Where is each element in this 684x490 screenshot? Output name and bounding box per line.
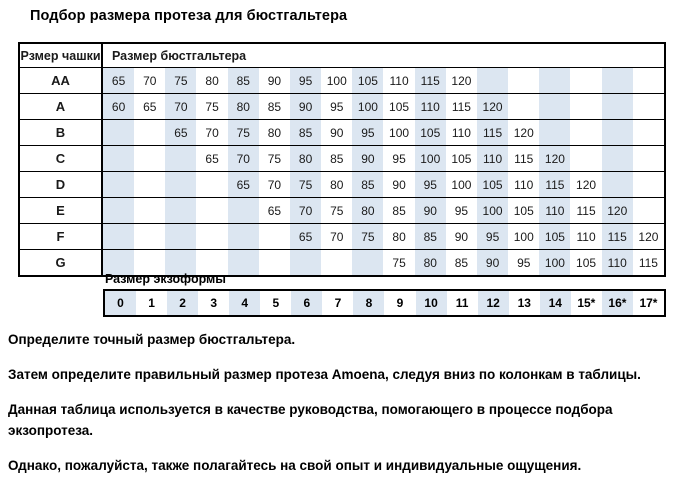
size-cell bbox=[570, 146, 601, 171]
exoform-size-cell: 6 bbox=[291, 291, 322, 315]
size-cell bbox=[633, 146, 664, 171]
exoform-size-cell: 3 bbox=[210, 296, 218, 310]
size-cell bbox=[196, 198, 227, 223]
size-cell bbox=[103, 198, 134, 223]
size-cell: 75 bbox=[330, 203, 344, 218]
size-cell: 90 bbox=[392, 177, 406, 192]
size-cell: 60 bbox=[103, 94, 134, 119]
size-cell: 105 bbox=[539, 224, 570, 249]
size-cell: 115 bbox=[477, 120, 508, 145]
size-cell bbox=[103, 224, 134, 249]
size-cell: 70 bbox=[228, 146, 259, 171]
size-cell: 90 bbox=[330, 125, 344, 140]
size-cell bbox=[165, 172, 196, 197]
size-cell bbox=[134, 146, 165, 171]
size-cell: 85 bbox=[392, 203, 406, 218]
size-cell: 90 bbox=[415, 198, 446, 223]
table-header-row bbox=[20, 44, 664, 67]
size-cell: 75 bbox=[290, 172, 321, 197]
exoform-size-cell: 15* bbox=[577, 296, 596, 310]
size-cell bbox=[103, 120, 134, 145]
exoform-size-cell: 12 bbox=[478, 291, 509, 315]
size-cell: 95 bbox=[330, 99, 344, 114]
size-cell bbox=[539, 94, 570, 119]
size-cell: 115 bbox=[539, 172, 570, 197]
cup-size-label: F bbox=[20, 224, 103, 249]
size-cell: 70 bbox=[290, 198, 321, 223]
cup-size-label: G bbox=[20, 250, 103, 275]
size-cell: 120 bbox=[477, 94, 508, 119]
size-cell bbox=[134, 120, 165, 145]
size-cell bbox=[134, 198, 165, 223]
size-cell bbox=[228, 250, 259, 275]
size-cell: 65 bbox=[205, 151, 219, 166]
cup-size-label: B bbox=[20, 120, 103, 145]
size-cell bbox=[134, 172, 165, 197]
size-cell: 85 bbox=[267, 99, 282, 114]
size-cell: 75 bbox=[267, 151, 282, 166]
size-cell: 65 bbox=[165, 120, 196, 145]
size-cell bbox=[633, 198, 664, 223]
size-cell: 65 bbox=[267, 203, 282, 218]
size-cell: 95 bbox=[517, 255, 531, 270]
size-cell bbox=[103, 172, 134, 197]
size-cell bbox=[165, 224, 196, 249]
size-cell: 120 bbox=[638, 229, 659, 244]
cup-size-header: Рзмер чашки bbox=[20, 44, 103, 67]
size-cell: 100 bbox=[513, 229, 534, 244]
size-cell: 90 bbox=[477, 250, 508, 275]
cup-size-label: C bbox=[20, 146, 103, 171]
size-cell bbox=[633, 94, 664, 119]
size-cell: 80 bbox=[352, 198, 383, 223]
size-cell bbox=[196, 172, 227, 197]
size-cell: 105 bbox=[477, 172, 508, 197]
size-cell: 65 bbox=[103, 68, 134, 93]
size-cell: 120 bbox=[451, 73, 472, 88]
size-cell: 80 bbox=[228, 94, 259, 119]
size-cell: 65 bbox=[143, 99, 157, 114]
table-row-E bbox=[20, 197, 664, 223]
size-cell: 80 bbox=[205, 73, 219, 88]
size-cell: 80 bbox=[330, 177, 344, 192]
size-cell: 105 bbox=[576, 255, 597, 270]
cup-size-label: D bbox=[20, 172, 103, 197]
size-cell: 110 bbox=[514, 177, 534, 192]
size-cell bbox=[602, 94, 633, 119]
size-cell: 90 bbox=[454, 229, 469, 244]
size-cell: 115 bbox=[576, 203, 596, 218]
size-cell: 80 bbox=[290, 146, 321, 171]
exoform-size-cell: 1 bbox=[148, 296, 155, 310]
note-paragraph: Затем определите правильный размер протеза Amoena, следуя вниз по колонкам в таблицы. bbox=[8, 367, 641, 382]
size-cell bbox=[165, 146, 196, 171]
exoform-size-cell: 16* bbox=[602, 291, 633, 315]
size-cell: 100 bbox=[539, 250, 570, 275]
size-cell bbox=[290, 250, 321, 275]
exoform-size-cell: 17* bbox=[639, 296, 658, 310]
size-cell: 80 bbox=[267, 125, 282, 140]
size-cell: 120 bbox=[576, 177, 597, 192]
exoform-size-cell: 2 bbox=[167, 291, 198, 315]
exoform-size-cell: 9 bbox=[396, 296, 404, 310]
size-cell bbox=[602, 146, 633, 171]
size-cell bbox=[259, 224, 290, 249]
size-cell: 110 bbox=[451, 125, 471, 140]
size-cell: 70 bbox=[267, 177, 282, 192]
exoform-size-cell: 13 bbox=[517, 296, 531, 310]
size-cell bbox=[259, 250, 290, 275]
size-cell: 95 bbox=[477, 224, 508, 249]
size-cell: 120 bbox=[539, 146, 570, 171]
exoform-size-cell: 14 bbox=[540, 291, 571, 315]
size-cell: 90 bbox=[290, 94, 321, 119]
note-paragraph: Однако, пожалуйста, также полагайтесь на свой опыт и индивидуальные ощущения. bbox=[8, 458, 582, 473]
size-cell bbox=[570, 94, 601, 119]
size-cell: 100 bbox=[477, 198, 508, 223]
size-cell: 110 bbox=[602, 250, 633, 275]
size-cell bbox=[508, 68, 539, 93]
size-cell: 105 bbox=[352, 68, 383, 93]
exoform-size-cell: 11 bbox=[455, 296, 469, 310]
size-cell: 95 bbox=[392, 151, 406, 166]
size-cell: 115 bbox=[602, 224, 633, 249]
size-cell bbox=[508, 94, 539, 119]
table-row-B bbox=[20, 119, 664, 145]
size-cell bbox=[633, 68, 664, 93]
size-cell bbox=[602, 172, 633, 197]
size-cell bbox=[165, 198, 196, 223]
size-cell: 95 bbox=[415, 172, 446, 197]
size-cell: 85 bbox=[352, 172, 383, 197]
size-cell: 100 bbox=[389, 125, 410, 140]
note-paragraph: Определите точный размер бюстгальтера. bbox=[8, 332, 296, 347]
size-cell: 65 bbox=[290, 224, 321, 249]
size-cell bbox=[570, 68, 601, 93]
size-cell: 75 bbox=[352, 224, 383, 249]
table-row-C bbox=[20, 145, 664, 171]
size-cell: 105 bbox=[513, 203, 534, 218]
size-cell: 85 bbox=[415, 224, 446, 249]
size-cell: 110 bbox=[415, 94, 446, 119]
size-cell bbox=[570, 120, 601, 145]
size-cell: 75 bbox=[228, 120, 259, 145]
bra-size-header: Размер бюстгальтера bbox=[112, 48, 247, 63]
size-cell bbox=[539, 68, 570, 93]
size-cell: 75 bbox=[165, 68, 196, 93]
size-cell: 70 bbox=[143, 73, 157, 88]
size-cell bbox=[477, 68, 508, 93]
size-cell: 95 bbox=[290, 68, 321, 93]
size-cell: 110 bbox=[539, 198, 570, 223]
size-cell bbox=[134, 224, 165, 249]
cup-size-label: AA bbox=[20, 68, 103, 93]
size-cell: 115 bbox=[638, 255, 658, 270]
exoform-size-cell: 10 bbox=[416, 291, 447, 315]
exoform-size-header: Размер экзоформы bbox=[105, 272, 226, 286]
size-cell: 110 bbox=[477, 146, 508, 171]
size-cell bbox=[602, 120, 633, 145]
size-cell: 70 bbox=[165, 94, 196, 119]
notes-section bbox=[8, 329, 660, 490]
size-cell: 85 bbox=[228, 68, 259, 93]
note-paragraph: Данная таблица используется в качестве руководства, помогающего в процессе подбора экзопротеза. bbox=[8, 402, 613, 438]
cup-size-label: E bbox=[20, 198, 103, 223]
cup-size-label: A bbox=[20, 94, 103, 119]
size-cell bbox=[321, 250, 352, 275]
size-cell bbox=[228, 224, 259, 249]
size-cell bbox=[103, 146, 134, 171]
size-cell: 110 bbox=[576, 229, 596, 244]
table-row-D bbox=[20, 171, 664, 197]
exoform-size-cell: 8 bbox=[353, 291, 384, 315]
size-cell: 100 bbox=[451, 177, 472, 192]
size-cell bbox=[228, 198, 259, 223]
size-cell: 80 bbox=[392, 229, 406, 244]
page-title: Подбор размера протеза для бюстгальтера bbox=[30, 8, 348, 24]
exoform-size-row bbox=[103, 289, 666, 317]
size-cell: 95 bbox=[454, 203, 469, 218]
size-cell bbox=[633, 172, 664, 197]
size-cell: 65 bbox=[228, 172, 259, 197]
exoform-size-cell: 7 bbox=[334, 296, 342, 310]
size-cell: 115 bbox=[514, 151, 534, 166]
size-cell: 75 bbox=[392, 255, 406, 270]
size-cell: 115 bbox=[451, 99, 471, 114]
size-cell bbox=[539, 120, 570, 145]
table-row-A bbox=[20, 93, 664, 119]
size-cell: 120 bbox=[602, 198, 633, 223]
size-cell bbox=[196, 224, 227, 249]
size-cell: 105 bbox=[415, 120, 446, 145]
size-cell: 105 bbox=[389, 99, 410, 114]
size-cell: 70 bbox=[205, 125, 219, 140]
size-cell: 70 bbox=[330, 229, 344, 244]
size-cell: 75 bbox=[205, 99, 219, 114]
size-cell bbox=[602, 68, 633, 93]
exoform-size-cell: 4 bbox=[229, 291, 260, 315]
size-cell: 85 bbox=[290, 120, 321, 145]
bra-size-table bbox=[18, 42, 666, 277]
exoform-size-cell: 5 bbox=[272, 296, 280, 310]
size-cell: 80 bbox=[415, 250, 446, 275]
size-cell bbox=[352, 250, 383, 275]
size-cell: 120 bbox=[513, 125, 534, 140]
size-cell: 100 bbox=[415, 146, 446, 171]
exoform-size-cell: 0 bbox=[105, 291, 136, 315]
size-cell: 95 bbox=[352, 120, 383, 145]
size-cell: 85 bbox=[330, 151, 344, 166]
size-cell: 90 bbox=[352, 146, 383, 171]
size-cell: 115 bbox=[415, 68, 446, 93]
size-cell: 100 bbox=[326, 73, 347, 88]
size-cell: 110 bbox=[389, 73, 409, 88]
size-cell bbox=[633, 120, 664, 145]
size-cell: 85 bbox=[454, 255, 469, 270]
table-row-AA bbox=[20, 67, 664, 93]
size-cell: 100 bbox=[352, 94, 383, 119]
size-cell: 105 bbox=[451, 151, 472, 166]
table-row-F bbox=[20, 223, 664, 249]
size-cell: 90 bbox=[267, 73, 282, 88]
